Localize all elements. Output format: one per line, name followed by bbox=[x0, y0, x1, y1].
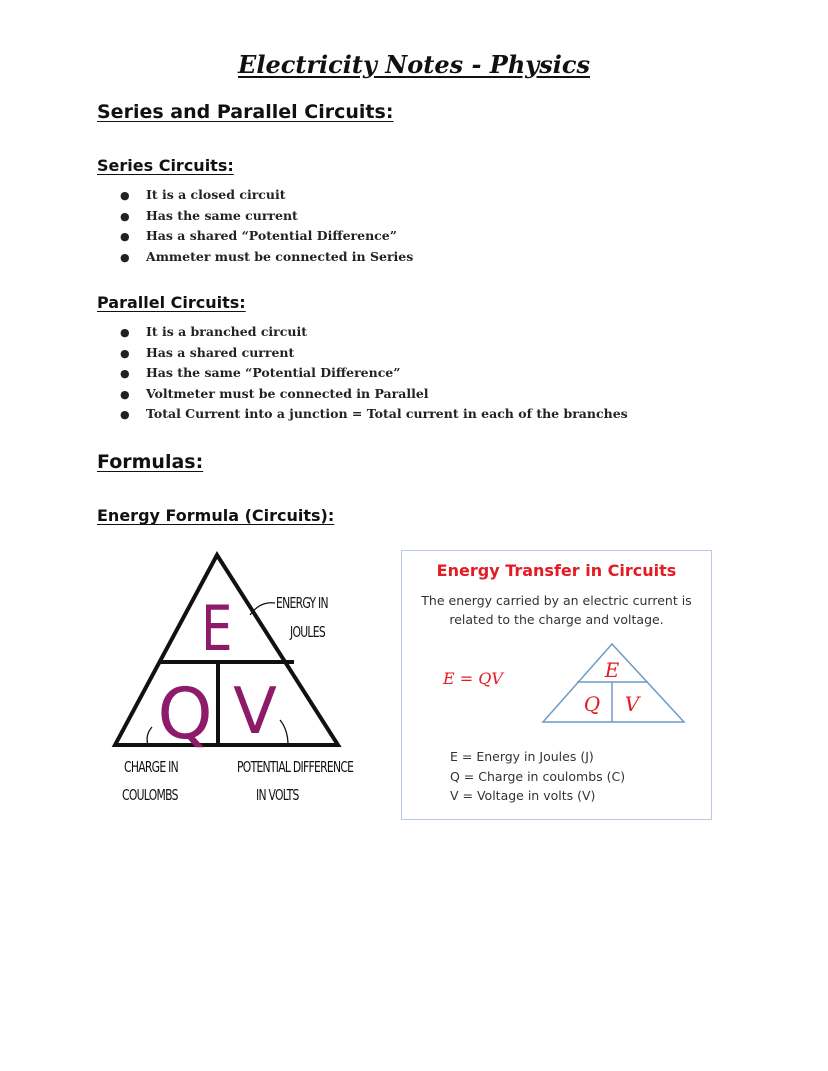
arrow-icon bbox=[280, 720, 288, 745]
list-item: ● Has the same “Potential Difference” bbox=[120, 365, 401, 381]
list-item: ● It is a branched circuit bbox=[120, 324, 307, 339]
parallel-list bbox=[120, 322, 628, 425]
subheading-parallel: Parallel Circuits: bbox=[97, 293, 246, 312]
label-charge: CHARGE IN bbox=[124, 758, 178, 776]
formulas-heading: Formulas: bbox=[97, 451, 204, 473]
list-item: ● Has a shared “Potential Difference” bbox=[120, 228, 397, 244]
legend-item: Q = Charge in coulombs (C) bbox=[450, 768, 626, 784]
small-triangle bbox=[540, 641, 690, 726]
energy-formula-heading: Energy Formula (Circuits): bbox=[97, 506, 335, 525]
letter-v: V bbox=[233, 675, 277, 749]
legend-item: V = Voltage in volts (V) bbox=[450, 788, 596, 803]
legend bbox=[450, 747, 625, 806]
arrow-icon bbox=[147, 727, 152, 745]
label-joules: JOULES bbox=[290, 623, 325, 641]
list-item: ● Voltmeter must be connected in Parallel bbox=[120, 385, 429, 401]
letter-e: E bbox=[604, 658, 620, 682]
label-pd: POTENTIAL DIFFERENCE bbox=[237, 758, 354, 776]
triangle-outline bbox=[543, 644, 684, 722]
list-item: ● Total Current into a junction = Total current in each of the branches bbox=[120, 406, 628, 422]
figure-desc: The energy carried by an electric current is bbox=[421, 593, 692, 608]
figure-title: Energy Transfer in Circuits bbox=[436, 561, 677, 580]
list-item: ● Has the same current bbox=[120, 207, 298, 223]
letter-e: E bbox=[201, 593, 233, 666]
legend-item: E = Energy in Joules (J) bbox=[450, 749, 594, 764]
label-coulombs: COULOMBS bbox=[122, 786, 178, 804]
series-list bbox=[120, 185, 413, 267]
formula-text: E = QV bbox=[443, 669, 503, 688]
list-item: ● Has a shared current bbox=[120, 344, 295, 360]
letter-v: V bbox=[624, 692, 640, 716]
letter-q: Q bbox=[157, 673, 213, 755]
list-item: ● It is a closed circuit bbox=[120, 187, 286, 202]
figure-desc: related to the charge and voltage. bbox=[449, 612, 664, 627]
section-heading: Series and Parallel Circuits: bbox=[97, 101, 394, 123]
subheading-series: Series Circuits: bbox=[97, 156, 234, 175]
energy-transfer-figure bbox=[401, 550, 712, 820]
letter-q: Q bbox=[583, 692, 601, 716]
formula-triangle-drawing bbox=[100, 545, 360, 755]
list-item: ● Ammeter must be connected in Series bbox=[120, 248, 414, 264]
label-energy: ENERGY IN bbox=[276, 594, 328, 612]
page-title: Electricity Notes - Physics bbox=[238, 50, 590, 79]
label-volts: IN VOLTS bbox=[256, 786, 299, 804]
